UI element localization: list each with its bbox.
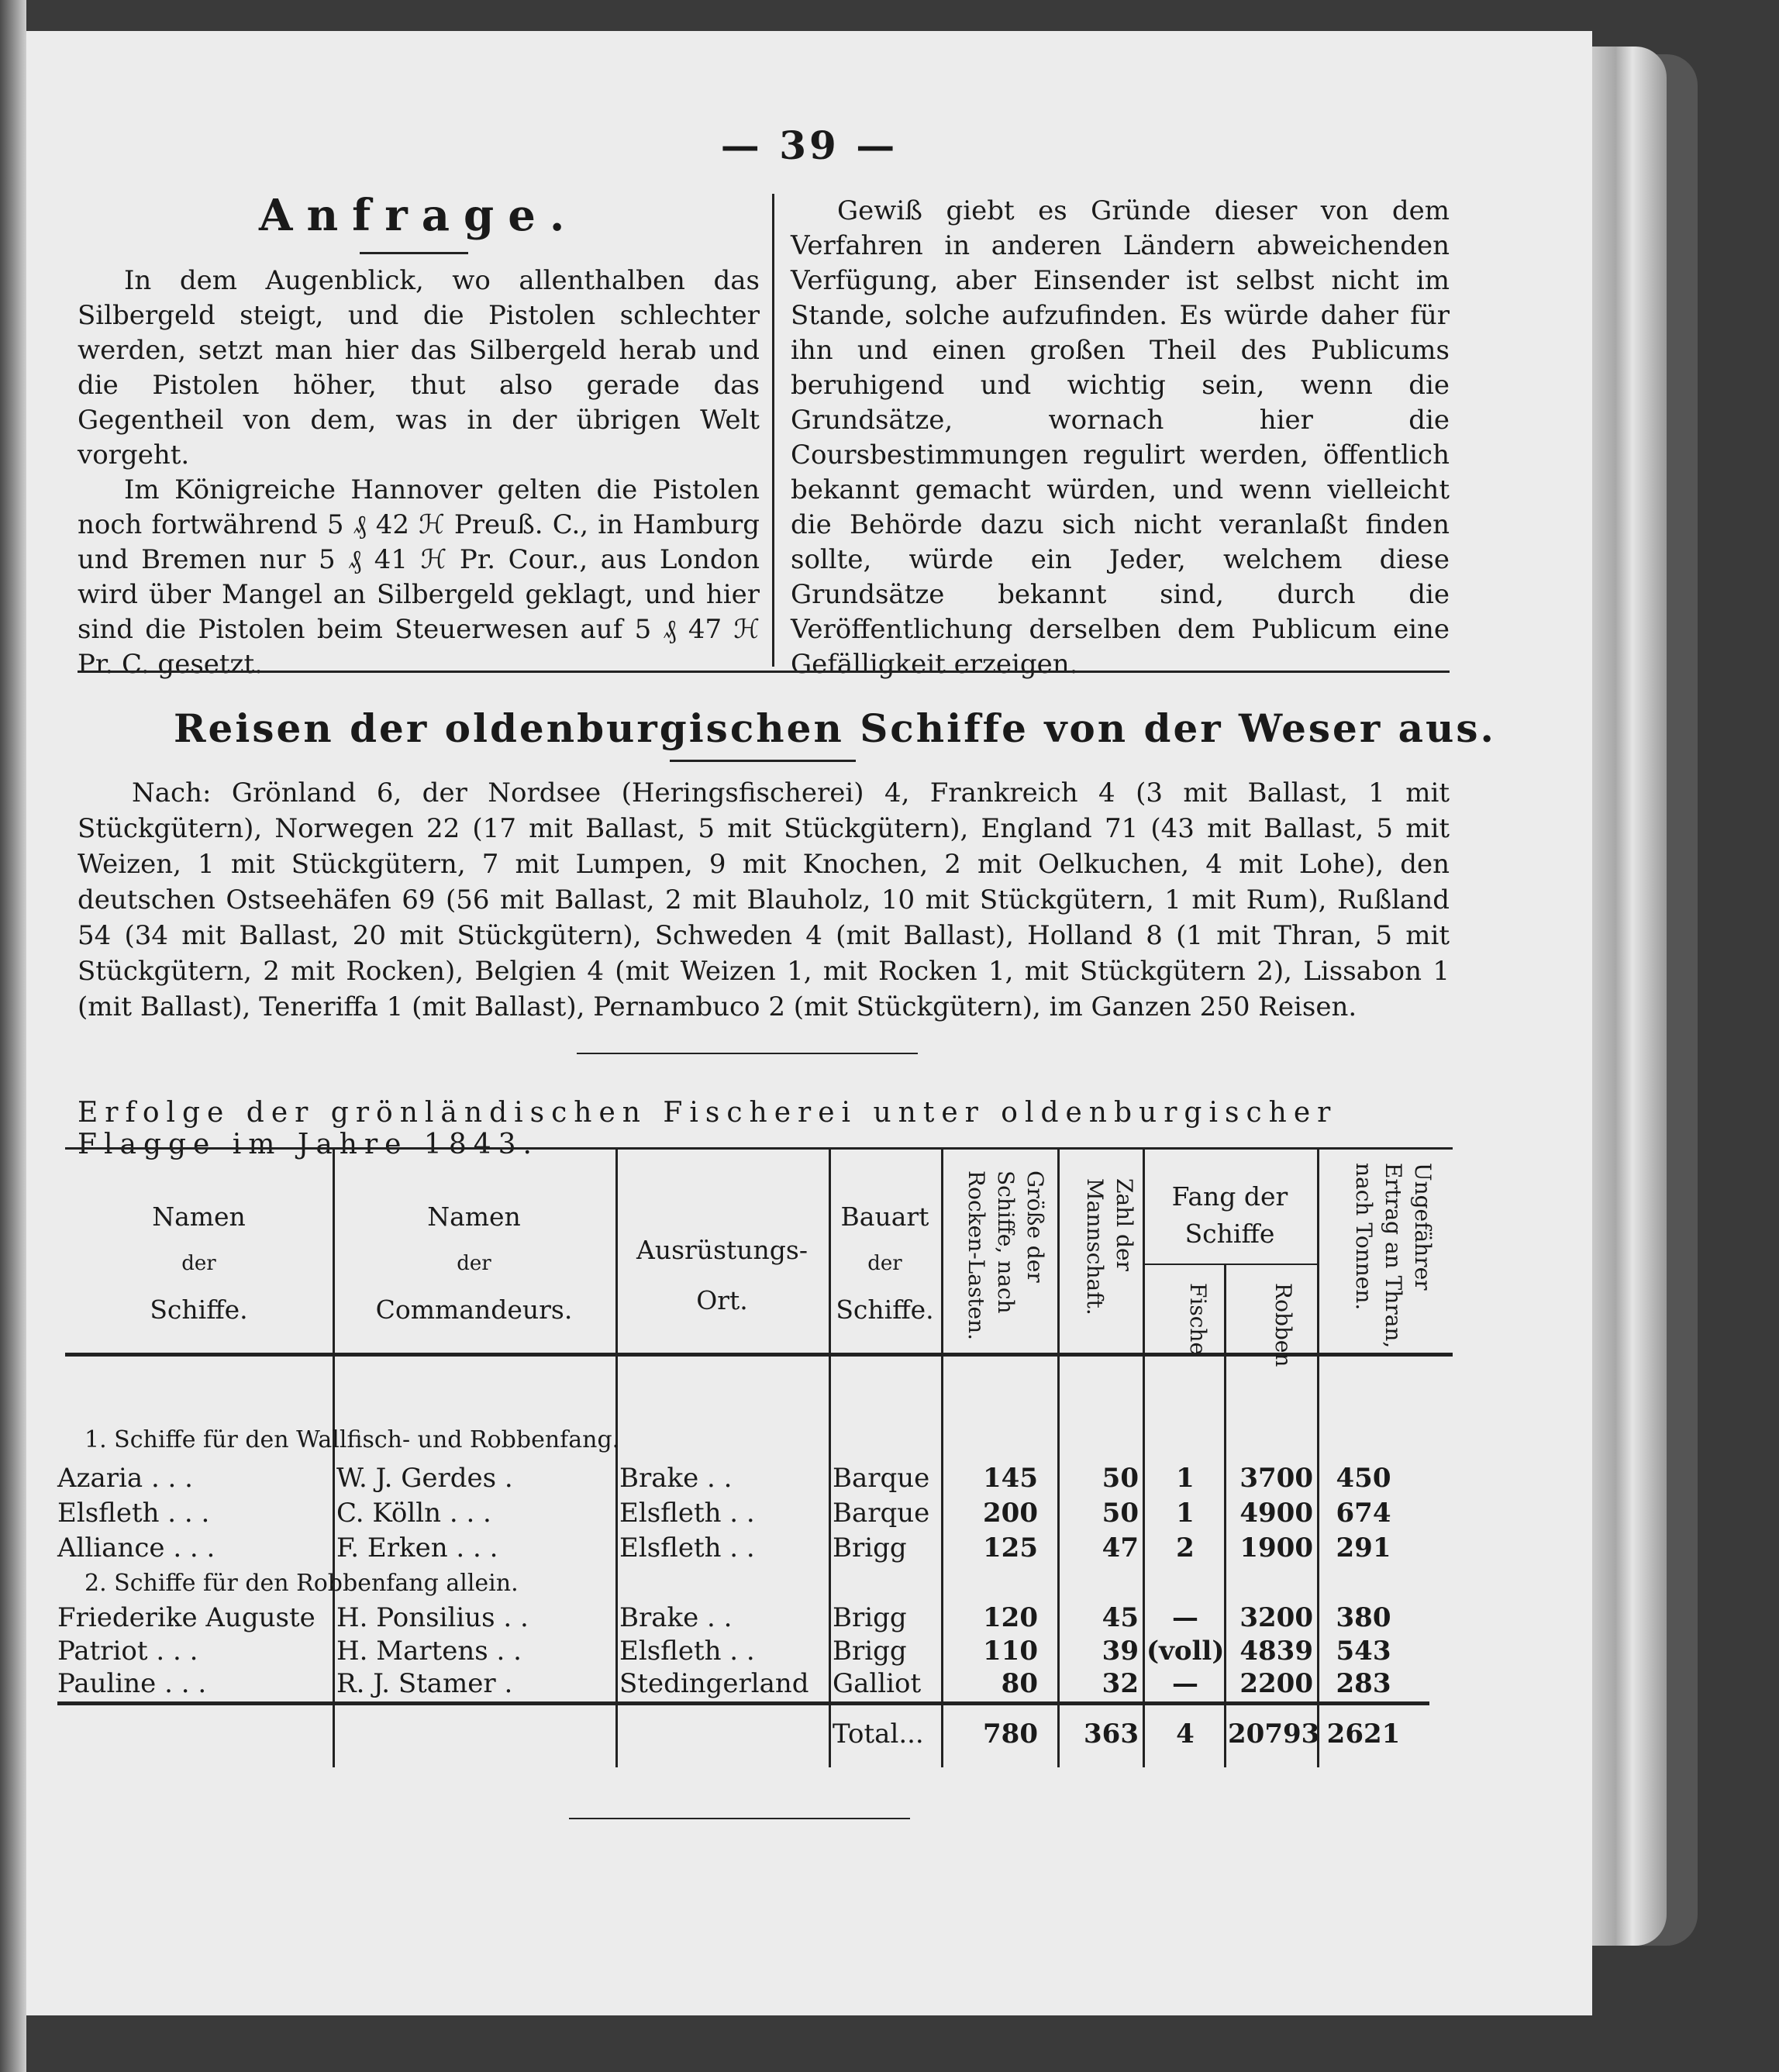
- separator-rule: [577, 1053, 918, 1054]
- left-paragraph-2: Im Königreiche Hannover gelten die Pistolen noch fortwährend 5 ₰ 42 ℋ Preuß. C., in Hamburg und Bremen nur 5 ₰ 41 ℋ Pr. Cour., aus London wird über Mangel an Silbergeld geklagt, und hier sind die Pistolen beim Steuerwesen auf 5 ₰ 47 ℋ Pr. C. gesetzt.: [78, 474, 760, 680]
- right-paragraph: Gewiß giebt es Gründe dieser von dem Verfahren in anderen Ländern abweichenden Verfügung, aber Einsender ist selbst nicht im Stande, solche aufzufinden. Es würde daher für ihn und einen großen Theil des Publicums beruhigend und wichtig sein, wenn die Grundsätze, wornach hier die Coursbestimmungen regulirt werden, öffentlich bekannt gemacht würden, und wenn vielleicht die Behörde dazu sich nicht veranlaßt finden sollte, würde ein Jeder, welchem diese Grundsätze bekannt sind, durch die Veröffentlichung derselben dem Publicum eine Gefälligkeit erzeigen.: [791, 195, 1450, 680]
- header-size: Größe der Schiffe, nach Rocken-Lasten.: [964, 1170, 1048, 1341]
- column-divider: [772, 194, 774, 667]
- table-header-rule: [65, 1353, 1453, 1357]
- col-rule: [941, 1147, 943, 1767]
- voyages-paragraph: Nach: Grönland 6, der Nordsee (Heringsfischerei) 4, Frankreich 4 (3 mit Ballast, 1 mit Stückgütern), Norwegen 22 (17 mit Ballast, 5 mit Stückgütern), England 71 (43 mit Ballast, 5 mit Weizen, 1 mit Stückgütern, 7 mit Lumpen, 9 mit Knochen, 2 mit Oelkuchen, 4 mit Lohe), den deutschen Ostseehäfen 69 (56 mit Ballast, 2 mit Blauholz, 10 mit Stückgütern, 1 mit Rum), Rußland 54 (34 mit Ballast, 20 mit Stückgütern), Schweden 4 (mit Ballast), Holland 8 (1 mit Thran, 5 mit Stückgütern, 2 mit Rocken), Belgien 4 (mit Weizen 1, mit Rocken 1, mit Stückgütern 2), Lissabon 1 (mit Ballast), Teneriffa 1 (mit Ballast), Pernambuco 2 (mit Stückgütern), im Ganzen 250 Reisen.: [78, 777, 1450, 1022]
- page-stack-edge: [1581, 47, 1667, 1946]
- voyages-text: [78, 775, 1450, 1025]
- header-crew: Zahl der Mannschaft.: [1082, 1178, 1137, 1315]
- header-catch: Fang der Schiffe: [1171, 1181, 1288, 1249]
- heading-underline: [670, 760, 856, 762]
- section-rule: [78, 671, 1450, 673]
- header-commanders: Namen der Commandeurs.: [375, 1201, 573, 1325]
- left-paragraph-1: In dem Augenblick, wo allenthalben das Silbergeld steigt, und die Pistolen schlechter werden, setzt man hier das Silbergeld herab und die Pistolen höher, thut also gerade das Gegentheil von dem, was in der übrigen Welt vorgeht.: [78, 265, 760, 471]
- right-column-text: [791, 194, 1450, 682]
- col-rule: [1317, 1147, 1319, 1767]
- header-oil: Ungefährer Ertrag an Thran, nach Tonnen.: [1351, 1163, 1436, 1349]
- header-ships: Namen der Schiffe.: [150, 1201, 248, 1325]
- book-page: — 39 — Anfrage. In dem Augenblick, wo allenthalben das Silbergeld steigt, und die Pistolen schlechter werden, setzt man hier das Silbergeld herab und die Pistolen höher, thut also gerade das Gegentheil von dem, was in der übrigen Welt vorgeht. Im Königreiche Hannover gelten die Pistolen noch fortwährend 5 ₰ 42 ℋ Preuß. C., in Hamburg und Bremen nur 5 ₰ 41 ℋ Pr. Cour., aus London wird über Mangel an Silbergeld geklagt, und hier sind die Pistolen beim Steuerwesen auf 5 ₰ 47 ℋ Pr. C. gesetzt. Gewiß giebt es Gründe dieser von dem Verfahren in anderen Ländern abweichenden Verfügung, aber Einsender ist selbst nicht im Stande, solche aufzufinden. Es würde daher für ihn und einen großen Theil des Publicums beruhigend und wichtig sein, wenn die Grundsätze, wornach hier die Coursbestimmungen regulirt werden, öffentlich bekannt gemacht würden, und wenn vielleicht die Behörde dazu sich nicht veranlaßt finden sollte, würde ein Jeder, welchem diese Grundsätze bekannt sind, durch die Veröffentlichung derselben dem Publicum eine Gefälligkeit erzeigen. Reisen der oldenburgischen Schiffe von der Weser aus. Nach: Grönland 6, der Nordsee (Heringsfischerei) 4, Frankreich 4 (3 mit Ballast, 1 mit Stückgütern), Norwegen 22 (17 mit Ballast, 5 mit Stückgütern), England 71 (43 mit Ballast, 5 mit Weizen, 1 mit Stückgütern, 7 mit Lumpen, 9 mit Knochen, 2 mit Oelkuchen, 4 mit Lohe), den deutschen Ostseehäfen 69 (56 mit Ballast, 2 mit Blauholz, 10 mit Stückgütern, 1 mit Rum), Rußland 54 (34 mit Ballast, 20 mit Stückgütern), Schweden 4 (mit Ballast), Holland 8 (1 mit Thran, 5 mit Stückgütern, 2 mit Rocken), Belgien 4 (mit Weizen 1, mit Rocken 1, mit Stückgütern 2), Lissabon 1 (mit Ballast), Teneriffa 1 (mit Ballast), Pernambuco 2 (mit Stückgütern), im Ganzen 250 Reisen. Erfolge der grönländischen Fischerei unter oldenburgischer Flagge im Jahre 1843. Namen der Schiffe. Namen der Commandeurs. Ausrüstungs- Ort. Bauart der Schiffe. Größe der Schiffe, nach Rocken-Lasten. Zahl der Mannschaft. Fang der Schiffe Fische Robben Ungefährer Ertrag an Thran, nach Tonnen. 1. Schiffe für den Wallfisch- und Robbenfang. Azaria . . . W. J. Gerdes . Brake . . Barque 145 50 1 3700 450 Elsfleth . . . C. Kölln . . . Elsfleth . . Barque 200 50 1 4900 674 Alliance . . . F. Erken . . . Elsfleth . . Brigg 125 47 2 1900 291 2. Schiffe für den Robbenfang allein. Friederike Auguste H. Ponsilius . . Brake . . Brigg 120 45 — 3200 380 Patriot . . . H. Martens . . Elsfleth . . Brigg 110 39 (voll) 4839 543 Pauline . . . R. J. Stamer . Stedingerland Galliot 80 32 — 2200 283 Total... 780 363 4 20793 2621: [26, 31, 1592, 2015]
- header-seals: Robben: [1270, 1283, 1296, 1367]
- header-port: Ausrüstungs- Ort.: [636, 1235, 808, 1315]
- section-heading-1: 1. Schiffe für den Wallfisch- und Robbenfang.: [84, 1426, 620, 1453]
- fishery-table-title: Erfolge der grönländischen Fischerei unter oldenburgischer Flagge im Jahre 1843.: [78, 1097, 1338, 1160]
- end-rule: [569, 1818, 910, 1819]
- left-page-edge: [0, 0, 26, 2072]
- section-heading-2: 2. Schiffe für den Robbenfang allein.: [84, 1570, 519, 1597]
- voyages-heading: Reisen der oldenburgischen Schiffe von der Weser aus.: [174, 705, 1496, 751]
- article-title: Anfrage.: [259, 190, 579, 241]
- col-rule: [1057, 1147, 1060, 1767]
- col-rule: [1224, 1264, 1226, 1767]
- title-underline: [360, 252, 468, 254]
- header-fish: Fische: [1185, 1283, 1211, 1356]
- left-column-text: [78, 264, 760, 682]
- catch-subrule: [1143, 1264, 1317, 1265]
- page-number: — 39 —: [720, 122, 898, 168]
- table-top-rule: [65, 1147, 1453, 1150]
- header-build: Bauart der Schiffe.: [836, 1201, 934, 1325]
